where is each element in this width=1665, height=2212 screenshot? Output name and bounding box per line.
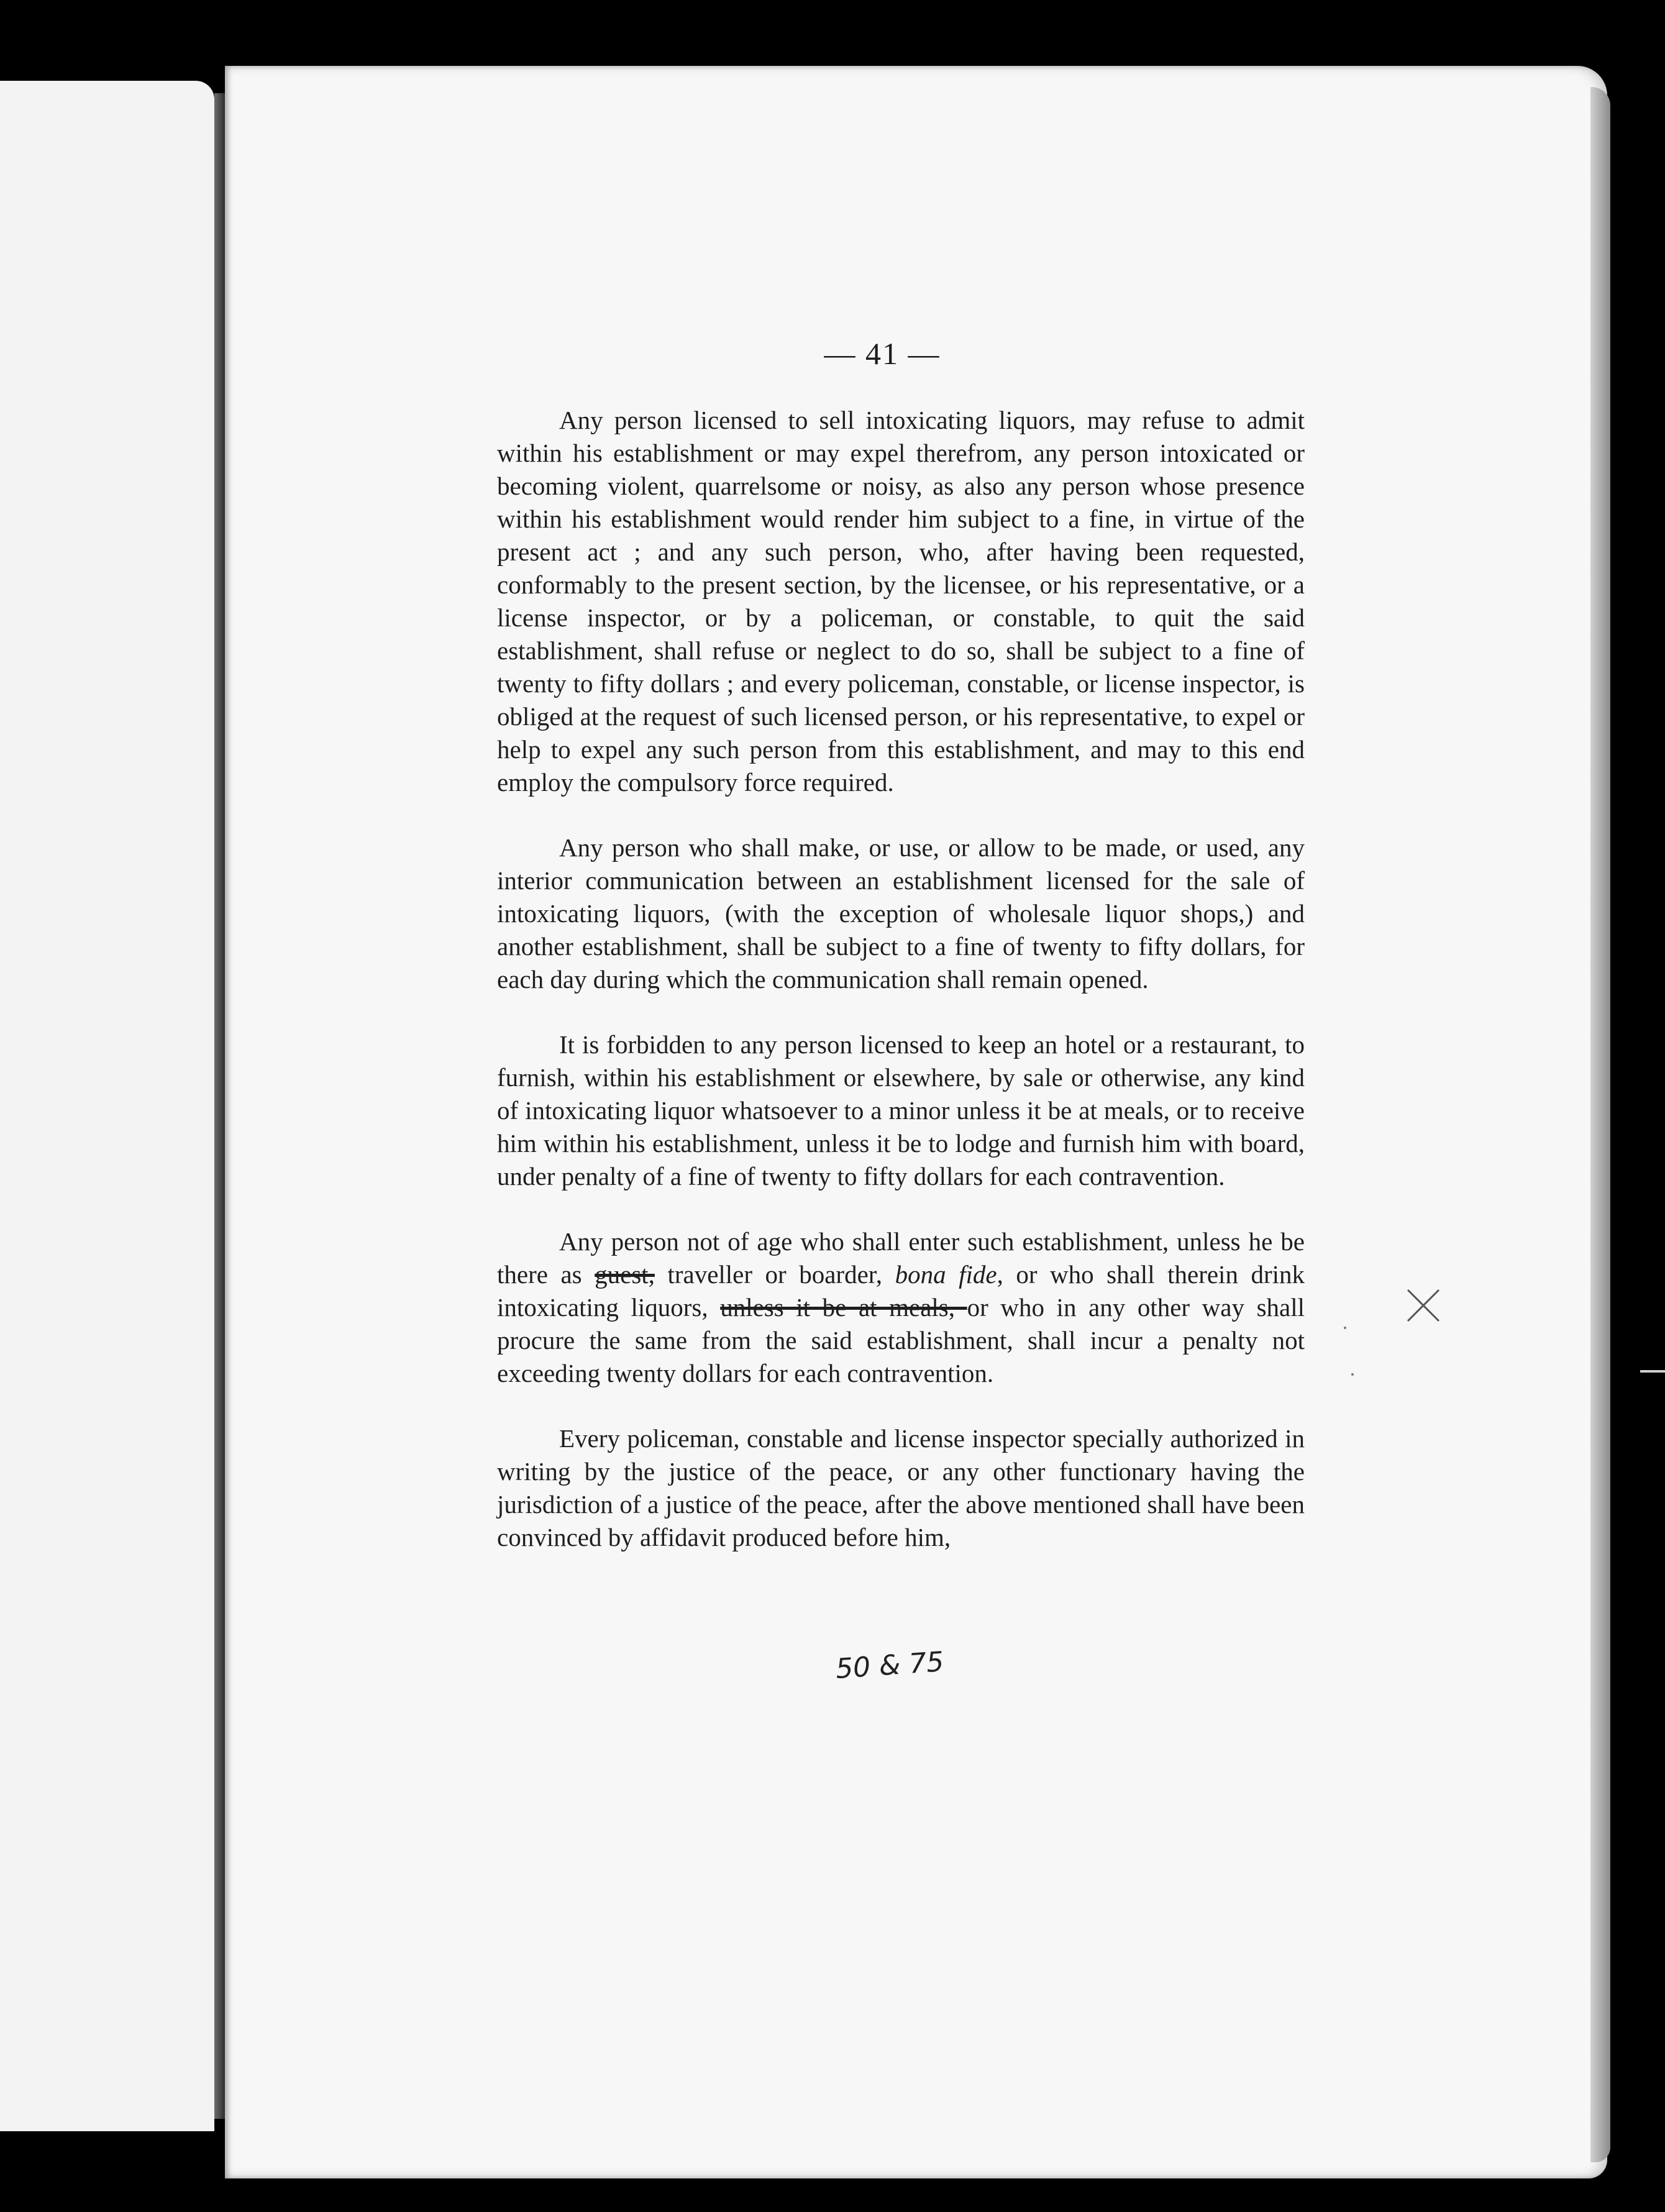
paragraph-minor-penalty	[497, 1225, 1305, 1390]
struck-text: guest,	[595, 1260, 655, 1289]
page-number: — 41 —	[824, 336, 941, 371]
margin-speck	[1344, 1327, 1346, 1329]
italic-text: bona fide	[895, 1260, 997, 1289]
paragraph-interior-communication: Any person who shall make, or use, or allow to be made, or used, any interior communication between an establishment licensed for the sale of intoxicating liquors, (with the exception of wholesale liquor shops,) and another establishment, shall be subject to a fine of twenty to fifty dollars, for each day during which the communication shall remain opened.	[497, 833, 1305, 994]
handwritten-annotation: 50 & 75	[834, 1645, 945, 1686]
paragraph-minors-hotel: It is forbidden to any person licensed to keep an hotel or a restaurant, to furnish, within his establishment or elsewhere, by sale or otherwise, any kind of intoxicating liquor whatsoever to a minor unless it be at meals, or to receive him within his establishment, unless it be to lodge and furnish him with board, under penalty of a fine of twenty to fifty dollars for each contravention.	[497, 1030, 1305, 1191]
book-gutter	[214, 93, 226, 2119]
margin-x-mark-icon	[1405, 1287, 1441, 1323]
text-segment: or who in any other way shall procure the same from the said establishment, shall incur a penalty not exceeding twenty dollars for each contravention.	[497, 1293, 1305, 1387]
body-text	[497, 404, 1305, 1586]
paragraph-authorized-officers: Every policeman, constable and license inspector specially authorized in writing by the justice of the peace, or any other functionary having the jurisdiction of a justice of the peace, after the above mentioned shall have been convinced by affidavit produced before him,	[497, 1424, 1305, 1552]
text-segment: , or who shall therein drink intoxicating liquors,	[497, 1260, 1305, 1322]
text-segment: Any person not of age who shall enter such establishment, unless he be there as	[497, 1227, 1305, 1289]
page-edge-shadow	[1590, 87, 1610, 2162]
margin-speck	[1351, 1373, 1354, 1376]
text-segment: traveller or boarder,	[654, 1260, 895, 1289]
paragraph-expulsion: Any person licensed to sell intoxicating liquors, may refuse to admit within his establishment or may expel therefrom, any person intoxicated or becoming violent, quarrelsome or noisy, as also any person whose presence within his establishment would render him subject to a fine, in virtue of the present act ; and any such person, who, after having been requested, conformably to the present section, by the licensee, or his representative, or a license inspector, or by a policeman, or constable, to quit the said establishment, shall refuse or neglect to do so, shall be subject to a fine of twenty to fifty dollars ; and every policeman, constable, or license inspector, is obliged at the request of such licensed person, or his representative, to expel or help to expel any such person from this establishment, and may to this end employ the compulsory force required.	[497, 406, 1305, 797]
previous-page-edge	[0, 81, 214, 2131]
struck-text: unless it be at meals,	[720, 1293, 967, 1322]
margin-dash	[1640, 1370, 1665, 1373]
